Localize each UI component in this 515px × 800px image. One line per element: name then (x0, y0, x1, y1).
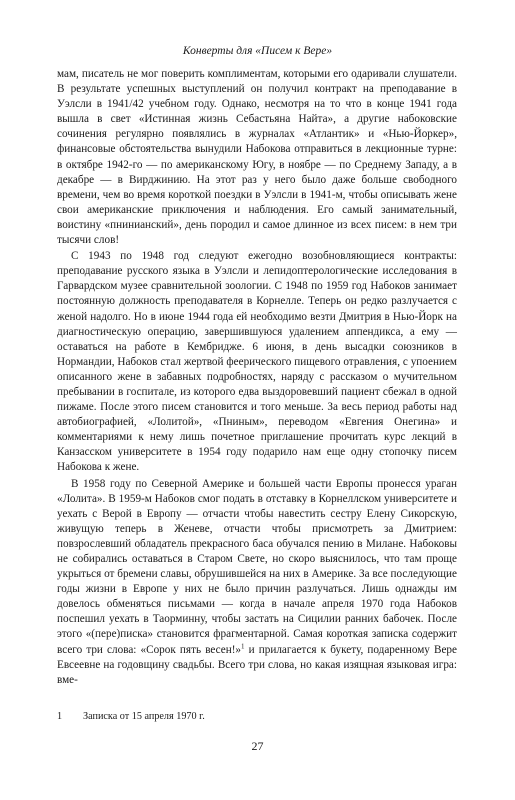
footnote-text: Записка от 15 апреля 1970 г. (83, 711, 205, 722)
paragraph-2: С 1943 по 1948 год следуют ежегодно возобновляющиеся контракты: преподавание русского языка в Уэлсли и лепидоптерологические исследования в Гарвардском музее сравнительной зоологии. С 1948 по 1959 год Набоков занимает постоянную должность преподавателя в Корнелле. Теперь он редко разлучается с женой надолго. Но в июне 1944 года ей необходимо везти Дмитрия в Нью-Йорк на диагностическую операцию, завершившуюся удалением аппендикса, а ему — оставаться на работе в Кембридже. 6 июня, в день высадки союзников в Нормандии, Набоков стал жертвой феерического пищевого отравления, с упоением описанного жене в забавных подробностях, наряду с рассказом о мучительном пребывании в госпитале, из которого едва выздоровевший пациент сбежал в одной пижаме. После этого писем становится и того меньше. За весь период работы над автобиографией, «Лолитой», «Пниным», переводом «Евгения Онегина» и комментариями к нему лишь почетное приглашение прочитать курс лекций в Канзасском университете в 1954 году подарило нам еще одну стопочку писем Набокова к жене. (57, 250, 457, 474)
footnote-reference[interactable]: 1 (241, 641, 245, 650)
body-text (57, 67, 457, 688)
paragraph-3-continuation: и прилагается к букету, подаренному Вере Евсеевне на годовщину свадьбы. Всего три слова, но какая изящная языковая игра: вме- (57, 643, 457, 686)
page-number: 27 (251, 739, 264, 753)
footnote-number: 1 (57, 711, 63, 722)
running-head: Конверты для «Писем к Вере» (182, 45, 333, 57)
footnote (57, 710, 457, 723)
paragraph-3-text: В 1958 году по Северной Америке и большей части Европы пронесся ураган «Лолита». В 1959-м Набоков смог подать в отставку в Корнеллском университете и уехать с Верой в Европу — отчасти чтобы навестить сестру Елену Сикорскую, живущую теперь в Женеве, отчасти чтобы присмотреть за Дмитрием: повзрослевший обладатель прекрасного баса обучался пению в Милане. Набоковы не собирались оставаться в Старом Свете, но скоро выяснилось, что там проще укрыться от бремени славы, обрушившейся на них в Америке. За все последующие годы жизни в Европе у них не было причин разлучаться. Лишь однажды им довелось обменяться письмами — когда в начале апреля 1970 года Набоков поспешил уехать в Таорминну, чтобы застать на Сицилии ранних бабочек. После этого «(пере)писка» становится фрагментарной. Самая короткая записка содержит всего три слова: «Сорок пять весен!» (57, 477, 457, 656)
paragraph-3 (57, 477, 457, 688)
paragraph-1: мам, писатель не мог поверить комплиментам, которыми его одаривали слушатели. В результате успешных выступлений он получил контракт на преподавание в Уэлсли в 1941/42 учебном году. Однако, несмотря на то что в конце 1941 года вышла в свет «Истинная жизнь Себастьяна Найта», а другие набоковские сочинения регулярно появлялись в журналах «Атлантик» и «Нью-Йоркер», финансовые обстоятельства вынудили Набокова отправиться в лекционные турне: в октябре 1942-го — по американскому Югу, в ноябре — по Среднему Западу, а в декабре — в Вирджинию. На этот раз у него было даже больше свободного времени, чем во время короткой поездки в Уэлсли в 1941-м, чтобы описывать жене свои американские приключения и наблюдения. Его самый занимательный, воистину «пнинианский», день породил и самое длинное из всех писем: в нем три тысячи слов! (57, 68, 457, 247)
